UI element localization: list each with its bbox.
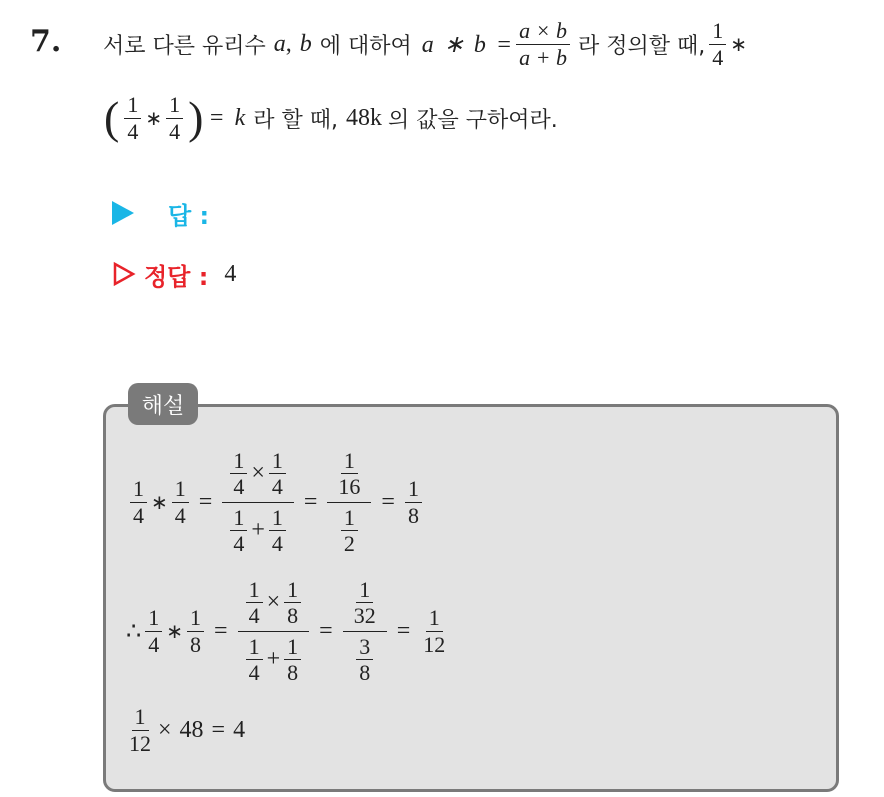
equals: = [303, 488, 318, 515]
fraction [356, 634, 373, 686]
definition-fraction [516, 18, 570, 70]
equals: = [396, 617, 411, 644]
play-outline-icon [112, 261, 136, 287]
plus: + [266, 645, 281, 672]
denominator: 4 [248, 603, 260, 629]
fraction [420, 605, 448, 657]
numerator: 1 [246, 634, 263, 660]
denominator: 32 [353, 603, 376, 629]
play-icon [112, 201, 134, 225]
times: × [251, 460, 265, 487]
compound-fraction [343, 577, 387, 685]
fraction [187, 605, 204, 657]
numerator: 1 [356, 577, 373, 603]
equals: = [381, 488, 395, 515]
answer-input-row[interactable] [112, 196, 209, 230]
fraction [269, 505, 286, 557]
plus: + [251, 516, 265, 543]
question-number: 7. [30, 24, 62, 59]
definition-lhs: a ∗ b = [421, 31, 513, 58]
numerator: 1 [230, 505, 247, 531]
compound-denominator [222, 503, 294, 557]
question-text-2: 에 대하여 [319, 33, 412, 59]
var-b: b [299, 30, 312, 57]
compound-denominator [333, 503, 366, 557]
final-calculation: × 48 = 4 [158, 716, 246, 743]
equals-k: = k [208, 104, 246, 131]
denominator: 4 [169, 118, 181, 144]
solution-line-3 [126, 700, 245, 760]
fraction [284, 577, 301, 629]
denominator: 8 [287, 659, 299, 685]
left-paren: ( [104, 92, 120, 143]
times: × [266, 589, 281, 616]
numerator: 1 [230, 448, 247, 474]
numerator: 1 [405, 476, 422, 502]
numerator: 1 [284, 634, 301, 660]
denominator: 4 [127, 118, 139, 144]
numerator: 1 [166, 92, 183, 118]
numerator: 1 [246, 577, 263, 603]
compound-fraction [327, 448, 371, 556]
correct-answer-value: 4 [224, 260, 237, 287]
solution-tag: 해설 [128, 383, 198, 425]
fraction [230, 505, 247, 557]
fraction [246, 634, 263, 686]
numerator: 3 [356, 634, 373, 660]
denominator: 4 [233, 474, 245, 500]
compound-fraction [238, 577, 310, 685]
numerator: 1 [130, 476, 147, 502]
fraction [246, 577, 263, 629]
fraction [145, 605, 162, 657]
answer-label: 답 : [168, 201, 210, 230]
right-paren: ) [188, 92, 204, 143]
fraction [341, 505, 358, 557]
denominator: 4 [271, 530, 283, 556]
definition-denominator: a + b [519, 44, 567, 70]
star-operator: ∗ [166, 620, 184, 643]
denominator: 4 [271, 474, 283, 500]
question-text-3: 라 정의할 때, [577, 33, 706, 59]
fraction [126, 704, 154, 756]
correct-answer-row [112, 257, 236, 291]
denominator: 12 [423, 631, 446, 657]
star-operator: ∗ [151, 491, 168, 514]
solution-line-2 [126, 568, 452, 694]
denominator: 16 [338, 474, 361, 500]
compound-numerator [327, 448, 371, 503]
denominator: 4 [712, 44, 724, 70]
numerator: 1 [709, 18, 726, 44]
numerator: 1 [284, 577, 301, 603]
correct-answer-label: 정답 : [144, 262, 209, 291]
numerator: 1 [132, 704, 149, 730]
denominator: 8 [190, 631, 202, 657]
denominator: 8 [359, 659, 371, 685]
question-text-1: 서로 다른 유리수 [103, 33, 266, 59]
numerator: 1 [426, 605, 443, 631]
numerator: 1 [269, 505, 286, 531]
fraction [335, 448, 363, 500]
numerator: 1 [145, 605, 162, 631]
equals: = [214, 617, 228, 644]
compound-fraction [222, 448, 294, 556]
denominator: 4 [248, 659, 260, 685]
fraction [172, 476, 189, 528]
compound-denominator [238, 632, 310, 686]
numerator: 1 [187, 605, 204, 631]
denominator: 12 [129, 730, 151, 756]
fraction [351, 577, 379, 629]
numerator: 1 [269, 448, 286, 474]
var-a: a [273, 30, 286, 57]
compound-numerator [343, 577, 387, 632]
compound-numerator [238, 577, 310, 632]
numerator: 1 [341, 505, 358, 531]
fraction [269, 448, 286, 500]
fraction-one-quarter [124, 92, 141, 144]
numerator: 1 [341, 448, 358, 474]
solution-line-1 [126, 440, 426, 564]
fraction [284, 634, 301, 686]
numerator: 1 [172, 476, 189, 502]
comma: , [285, 30, 292, 57]
question-text-4: 라 할 때, [253, 107, 339, 133]
denominator: 4 [174, 502, 186, 528]
denominator: 8 [407, 502, 419, 528]
question-line-2 [103, 88, 558, 148]
equals: = [198, 488, 213, 515]
fraction [405, 476, 422, 528]
definition-numerator: a × b [516, 18, 570, 44]
star-operator: ∗ [145, 107, 163, 130]
fraction-one-quarter [709, 18, 726, 70]
question-text-5: 의 값을 구하여라. [388, 107, 558, 133]
compound-numerator [222, 448, 294, 503]
fraction-one-quarter [166, 92, 183, 144]
compound-denominator [348, 632, 381, 686]
therefore-symbol: ∴ [126, 618, 142, 645]
fraction [230, 448, 247, 500]
numerator: 1 [124, 92, 141, 118]
equals: = [319, 617, 333, 644]
denominator: 4 [233, 530, 245, 556]
fraction [130, 476, 147, 528]
question-line-1 [103, 14, 747, 74]
denominator: 8 [287, 603, 299, 629]
star-operator: ∗ [730, 33, 747, 56]
expression-48k: 48k [346, 104, 383, 131]
denominator: 4 [148, 631, 160, 657]
denominator: 2 [343, 530, 355, 556]
denominator: 4 [133, 502, 144, 528]
